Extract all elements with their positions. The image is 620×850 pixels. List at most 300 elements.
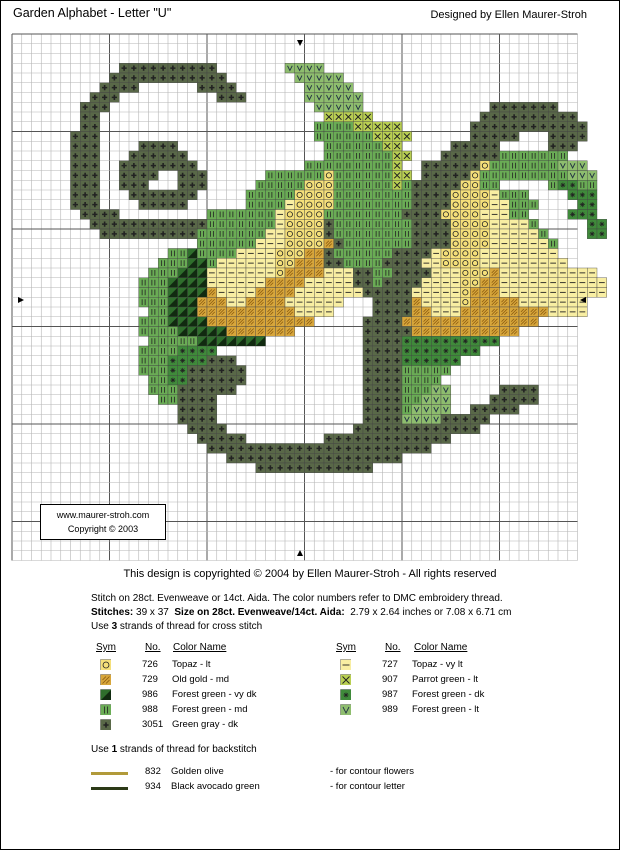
stitch [392, 424, 402, 434]
stitch [344, 151, 354, 161]
stitch [129, 83, 139, 93]
stitch [509, 151, 519, 161]
legend-symbol-hatch-icon [100, 674, 111, 685]
stitch [188, 366, 198, 376]
stitch [149, 336, 159, 346]
stitch [490, 161, 500, 171]
stitch [373, 385, 383, 395]
stitch [363, 210, 373, 220]
stitch [363, 171, 373, 181]
stitch [480, 258, 490, 268]
stitch [266, 288, 276, 298]
stitch [539, 268, 549, 278]
stitch [568, 190, 578, 200]
stitch [509, 190, 519, 200]
stitch [383, 141, 393, 151]
stitch [246, 317, 256, 327]
stitch [178, 356, 188, 366]
stitch [441, 278, 451, 288]
stitch [383, 161, 393, 171]
stitch [480, 278, 490, 288]
stitch [373, 219, 383, 229]
stitch [344, 190, 354, 200]
stitch [139, 141, 149, 151]
stitch [451, 424, 461, 434]
stitch [197, 288, 207, 298]
stitch [324, 307, 334, 317]
stitch [519, 112, 529, 122]
stitch [392, 200, 402, 210]
stitch [383, 307, 393, 317]
stitch [451, 161, 461, 171]
stitch [539, 102, 549, 112]
stitch [509, 288, 519, 298]
stitch [441, 366, 451, 376]
stitch [558, 288, 568, 298]
stitch [509, 132, 519, 142]
stitch [441, 219, 451, 229]
stitch [256, 336, 266, 346]
stitch [324, 219, 334, 229]
stitch [227, 288, 237, 298]
page-title: Garden Alphabet - Letter "U" [13, 6, 172, 20]
stitch [158, 141, 168, 151]
stitch [139, 297, 149, 307]
stitch [353, 239, 363, 249]
stitch [539, 249, 549, 259]
stitch [305, 239, 315, 249]
stitch [207, 219, 217, 229]
stitch [314, 278, 324, 288]
stitch [139, 366, 149, 376]
stitch [431, 336, 441, 346]
stitch [217, 297, 227, 307]
stitch [461, 278, 471, 288]
stitch [188, 346, 198, 356]
stitch [392, 395, 402, 405]
stitch [305, 200, 315, 210]
stitch [402, 385, 412, 395]
stitch [227, 453, 237, 463]
stitch [80, 190, 90, 200]
stitch [373, 210, 383, 220]
stitch [402, 307, 412, 317]
legend-symbol-circle-icon [100, 659, 111, 670]
stitch [324, 200, 334, 210]
stitch [353, 180, 363, 190]
stitch [519, 161, 529, 171]
stitch [363, 112, 373, 122]
stitch [500, 297, 510, 307]
stitch [149, 317, 159, 327]
stitch [353, 141, 363, 151]
stitch [373, 278, 383, 288]
stitch [431, 180, 441, 190]
stitch [568, 268, 578, 278]
stitch [490, 180, 500, 190]
stitch [383, 151, 393, 161]
stitch [412, 239, 422, 249]
stitch [383, 132, 393, 142]
stitch [275, 463, 285, 473]
stitch [168, 395, 178, 405]
stitch [402, 268, 412, 278]
stitch [480, 132, 490, 142]
stitch [431, 288, 441, 298]
stitch [168, 141, 178, 151]
stitch [207, 385, 217, 395]
stitch [422, 288, 432, 298]
stitch [266, 307, 276, 317]
stitch [490, 258, 500, 268]
stitch [236, 219, 246, 229]
stitch [363, 395, 373, 405]
stitch [178, 73, 188, 83]
stitch [392, 190, 402, 200]
stitch [217, 73, 227, 83]
stitch [285, 307, 295, 317]
stitch [383, 278, 393, 288]
stitch [412, 336, 422, 346]
stitch [149, 73, 159, 83]
stitch [266, 297, 276, 307]
stitch [227, 249, 237, 259]
stitch [188, 219, 198, 229]
stitch [236, 434, 246, 444]
stitch [207, 249, 217, 259]
stitch [490, 239, 500, 249]
stitch [480, 200, 490, 210]
stitch [256, 453, 266, 463]
stitch [363, 385, 373, 395]
stitch [529, 151, 539, 161]
legend-symbol-dash-icon [340, 659, 351, 670]
stitch [441, 161, 451, 171]
stitch [305, 258, 315, 268]
stitch [344, 161, 354, 171]
stitch [314, 444, 324, 454]
stitch [285, 327, 295, 337]
stitch [383, 453, 393, 463]
stitch [314, 268, 324, 278]
stitch [597, 278, 607, 288]
stitch [236, 249, 246, 259]
stitch [353, 434, 363, 444]
stitch [373, 288, 383, 298]
stitch [168, 346, 178, 356]
stitch [568, 288, 578, 298]
stitch [451, 288, 461, 298]
stitch [168, 307, 178, 317]
stitch [490, 112, 500, 122]
stitch [422, 444, 432, 454]
stitch [539, 297, 549, 307]
stitch [402, 414, 412, 424]
stitch [548, 258, 558, 268]
watermark-box [40, 504, 166, 540]
stitch [344, 239, 354, 249]
stitches-value: 39 x 37 [136, 607, 169, 618]
stitch [110, 93, 120, 103]
stitch [149, 63, 159, 73]
stitch [129, 219, 139, 229]
stitch [500, 171, 510, 181]
stitch [129, 229, 139, 239]
stitch [568, 180, 578, 190]
stitch [373, 375, 383, 385]
stitch [275, 297, 285, 307]
stitch [100, 102, 110, 112]
stitch [500, 132, 510, 142]
stitch [197, 395, 207, 405]
stitch [324, 229, 334, 239]
stitch [392, 161, 402, 171]
stitch [285, 268, 295, 278]
stitch [207, 366, 217, 376]
stitch [392, 307, 402, 317]
stitch [422, 395, 432, 405]
stitch [344, 141, 354, 151]
stitch [470, 239, 480, 249]
stitch [509, 249, 519, 259]
stitch [490, 229, 500, 239]
stitch [90, 93, 100, 103]
stitch [558, 171, 568, 181]
stitch [519, 190, 529, 200]
stitch [470, 122, 480, 132]
stitch [197, 327, 207, 337]
stitch [587, 219, 597, 229]
stitch [295, 288, 305, 298]
stitch [383, 356, 393, 366]
stitch [227, 93, 237, 103]
stitch [422, 239, 432, 249]
stitch [461, 327, 471, 337]
stitch [149, 307, 159, 317]
stitch [217, 93, 227, 103]
stitch [295, 190, 305, 200]
stitch [149, 385, 159, 395]
stitch [305, 307, 315, 317]
stitch [139, 219, 149, 229]
stitch [100, 229, 110, 239]
stitch [158, 297, 168, 307]
stitch [158, 63, 168, 73]
stitch [353, 210, 363, 220]
stitch [236, 297, 246, 307]
stitch [461, 239, 471, 249]
stitch [266, 180, 276, 190]
stitch [119, 229, 129, 239]
stitch [207, 424, 217, 434]
stitch [178, 171, 188, 181]
stitch [392, 258, 402, 268]
stitch [558, 141, 568, 151]
stitch [500, 288, 510, 298]
stitch [256, 444, 266, 454]
stitch [178, 375, 188, 385]
stitch [500, 210, 510, 220]
legend-number: 988 [142, 704, 158, 715]
stitch [422, 356, 432, 366]
stitch [451, 414, 461, 424]
stitch [149, 200, 159, 210]
stitch [217, 239, 227, 249]
stitch [266, 210, 276, 220]
stitch [324, 132, 334, 142]
stitch [197, 83, 207, 93]
stitch [246, 239, 256, 249]
stitch [509, 395, 519, 405]
stitch [578, 268, 588, 278]
watermark-copyright: Copyright © 2003 [67, 524, 139, 534]
stitch [197, 366, 207, 376]
stitch [207, 229, 217, 239]
stitch [158, 229, 168, 239]
stitch [285, 288, 295, 298]
stitch [558, 307, 568, 317]
stitch [100, 83, 110, 93]
stitch [217, 288, 227, 298]
stitch [256, 190, 266, 200]
stitch [275, 200, 285, 210]
stitch [207, 307, 217, 317]
stitch [412, 307, 422, 317]
stitch [373, 132, 383, 142]
stitch [363, 249, 373, 259]
stitch [539, 229, 549, 239]
stitch [363, 405, 373, 415]
stitch [490, 200, 500, 210]
stitch [334, 93, 344, 103]
stitch [480, 249, 490, 259]
stitch [227, 219, 237, 229]
info-line-3: Use 3 strands of thread for cross stitch [91, 621, 263, 632]
stitch [344, 219, 354, 229]
stitch [178, 190, 188, 200]
stitch [236, 278, 246, 288]
stitch [324, 288, 334, 298]
stitch [305, 171, 315, 181]
stitch [480, 405, 490, 415]
stitch [373, 122, 383, 132]
stitch [285, 317, 295, 327]
stitch [363, 219, 373, 229]
stitch [344, 288, 354, 298]
stitch [451, 327, 461, 337]
stitch [119, 161, 129, 171]
stitch [392, 336, 402, 346]
stitch [451, 219, 461, 229]
stitch [373, 297, 383, 307]
stitch [500, 258, 510, 268]
stitch [373, 258, 383, 268]
stitch [246, 297, 256, 307]
stitch [402, 424, 412, 434]
stitch [490, 307, 500, 317]
stitch [519, 219, 529, 229]
stitch [119, 180, 129, 190]
stitch [227, 239, 237, 249]
stitch [480, 336, 490, 346]
stitch [412, 268, 422, 278]
stitch [383, 385, 393, 395]
stitch [441, 151, 451, 161]
stitch [324, 83, 334, 93]
stitch [158, 288, 168, 298]
stitch [275, 288, 285, 298]
stitch [500, 307, 510, 317]
stitch [392, 132, 402, 142]
stitch [539, 307, 549, 317]
stitch [285, 190, 295, 200]
stitch [402, 210, 412, 220]
stitch [334, 151, 344, 161]
stitch [490, 190, 500, 200]
stitch [441, 200, 451, 210]
stitch [451, 180, 461, 190]
stitch [529, 200, 539, 210]
stitch [266, 258, 276, 268]
stitch [441, 210, 451, 220]
stitch [412, 395, 422, 405]
stitch [314, 297, 324, 307]
stitch [246, 444, 256, 454]
stitch [256, 278, 266, 288]
stitch [568, 122, 578, 132]
stitch [558, 268, 568, 278]
stitch [344, 112, 354, 122]
stitch [275, 219, 285, 229]
stitch [266, 200, 276, 210]
stitch [431, 366, 441, 376]
stitch [110, 83, 120, 93]
stitch [412, 434, 422, 444]
stitch [490, 141, 500, 151]
stitch [305, 278, 315, 288]
stitch [149, 366, 159, 376]
stitch [363, 444, 373, 454]
stitch [470, 132, 480, 142]
stitch [324, 161, 334, 171]
stitch [207, 395, 217, 405]
stitch [461, 219, 471, 229]
stitch [334, 229, 344, 239]
stitch [295, 63, 305, 73]
stitch [500, 151, 510, 161]
backstitch-number: 934 [145, 781, 161, 792]
stitch [246, 336, 256, 346]
stitch [431, 200, 441, 210]
stitch [324, 102, 334, 112]
stitch [461, 151, 471, 161]
stitch [392, 141, 402, 151]
stitch [324, 249, 334, 259]
stitch [529, 112, 539, 122]
stitch [324, 258, 334, 268]
stitch [266, 249, 276, 259]
stitch [500, 112, 510, 122]
stitch [548, 112, 558, 122]
stitch [597, 219, 607, 229]
stitch [431, 210, 441, 220]
stitch [422, 366, 432, 376]
stitch [188, 375, 198, 385]
stitch [256, 258, 266, 268]
stitch [441, 249, 451, 259]
stitch [314, 288, 324, 298]
stitch [197, 219, 207, 229]
